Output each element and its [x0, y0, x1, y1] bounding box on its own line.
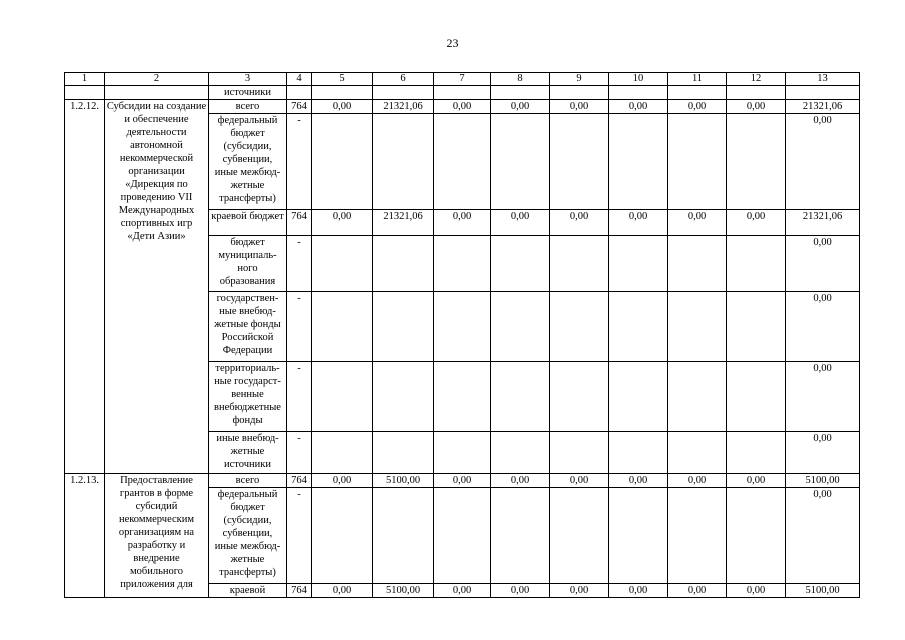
source-cell: бюджет муниципаль-ного образования	[209, 236, 287, 292]
value-cell: 0,00	[491, 100, 550, 114]
value-cell: 764	[287, 210, 312, 236]
source-cell: краевой бюджет	[209, 210, 287, 236]
value-cell: 0,00	[786, 362, 860, 432]
header-cell: 5	[312, 73, 373, 86]
value-cell: 0,00	[312, 474, 373, 488]
value-cell: -	[287, 114, 312, 210]
source-cell: источники	[209, 86, 287, 100]
value-cell: 0,00	[786, 432, 860, 474]
value-cell: 0,00	[550, 584, 609, 598]
value-cell: 0,00	[727, 474, 786, 488]
value-cell: 5100,00	[786, 474, 860, 488]
header-cell: 13	[786, 73, 860, 86]
source-cell: иные внебюд-жетные источники	[209, 432, 287, 474]
source-cell: федеральный бюджет (субсидии, субвенции, иные межбюд-жетные трансферты)	[209, 488, 287, 584]
value-cell: -	[287, 432, 312, 474]
header-cell: 4	[287, 73, 312, 86]
value-cell: 0,00	[550, 210, 609, 236]
value-cell: 0,00	[434, 584, 491, 598]
value-cell: 0,00	[312, 210, 373, 236]
value-cell: 0,00	[609, 474, 668, 488]
source-cell: всего	[209, 474, 287, 488]
value-cell: 0,00	[550, 474, 609, 488]
value-cell: -	[287, 362, 312, 432]
value-cell: 0,00	[491, 474, 550, 488]
value-cell: 0,00	[491, 210, 550, 236]
item-name: Субсидии на создание и обеспечение деятельности автономной некоммерческой организации «Дирекция по проведению VII Международных спортивных игр «Дети Азии»	[105, 100, 209, 474]
value-cell: 0,00	[786, 488, 860, 584]
value-cell: 21321,06	[373, 210, 434, 236]
value-cell: 0,00	[312, 100, 373, 114]
value-cell: 5100,00	[373, 584, 434, 598]
header-cell: 12	[727, 73, 786, 86]
value-cell: 0,00	[609, 210, 668, 236]
value-cell: 21321,06	[373, 100, 434, 114]
header-cell: 7	[434, 73, 491, 86]
source-cell: территориаль-ные государст-венные внебюджетные фонды	[209, 362, 287, 432]
value-cell: 0,00	[668, 584, 727, 598]
header-cell: 1	[65, 73, 105, 86]
value-cell: 5100,00	[373, 474, 434, 488]
page-number: 23	[446, 36, 459, 50]
value-cell: 764	[287, 100, 312, 114]
header-cell: 8	[491, 73, 550, 86]
value-cell: 21321,06	[786, 210, 860, 236]
item-name: Предоставление грантов в форме субсидий некоммерческим организациям на разработку и внедрение мобильного приложения для	[105, 474, 209, 598]
value-cell: 0,00	[668, 474, 727, 488]
table-row	[65, 474, 860, 488]
header-cell: 2	[105, 73, 209, 86]
source-cell: всего	[209, 100, 287, 114]
header-row	[65, 73, 860, 86]
value-cell: 0,00	[609, 100, 668, 114]
table-row	[65, 86, 860, 100]
value-cell: 0,00	[727, 584, 786, 598]
value-cell: 0,00	[434, 210, 491, 236]
value-cell: -	[287, 292, 312, 362]
value-cell: 0,00	[668, 100, 727, 114]
header-cell: 6	[373, 73, 434, 86]
value-cell: 0,00	[609, 584, 668, 598]
value-cell: 764	[287, 584, 312, 598]
header-cell: 10	[609, 73, 668, 86]
value-cell: 0,00	[550, 100, 609, 114]
value-cell: 0,00	[727, 210, 786, 236]
value-cell: 0,00	[786, 292, 860, 362]
value-cell: 0,00	[786, 236, 860, 292]
budget-table	[64, 72, 860, 598]
value-cell: -	[287, 236, 312, 292]
source-cell: федеральный бюджет (субсидии, субвенции, иные межбюд-жетные трансферты)	[209, 114, 287, 210]
item-code: 1.2.12.	[65, 100, 105, 474]
value-cell: 0,00	[786, 114, 860, 210]
value-cell: 5100,00	[786, 584, 860, 598]
value-cell: 0,00	[727, 100, 786, 114]
table-row	[65, 100, 860, 114]
value-cell: 764	[287, 474, 312, 488]
value-cell: 0,00	[491, 584, 550, 598]
source-cell: государствен-ные внебюд-жетные фонды Российской Федерации	[209, 292, 287, 362]
header-cell: 11	[668, 73, 727, 86]
value-cell: 0,00	[312, 584, 373, 598]
source-cell: краевой	[209, 584, 287, 598]
value-cell: -	[287, 488, 312, 584]
header-cell: 3	[209, 73, 287, 86]
item-code: 1.2.13.	[65, 474, 105, 598]
header-cell: 9	[550, 73, 609, 86]
value-cell: 0,00	[434, 100, 491, 114]
value-cell: 21321,06	[786, 100, 860, 114]
value-cell: 0,00	[668, 210, 727, 236]
value-cell: 0,00	[434, 474, 491, 488]
